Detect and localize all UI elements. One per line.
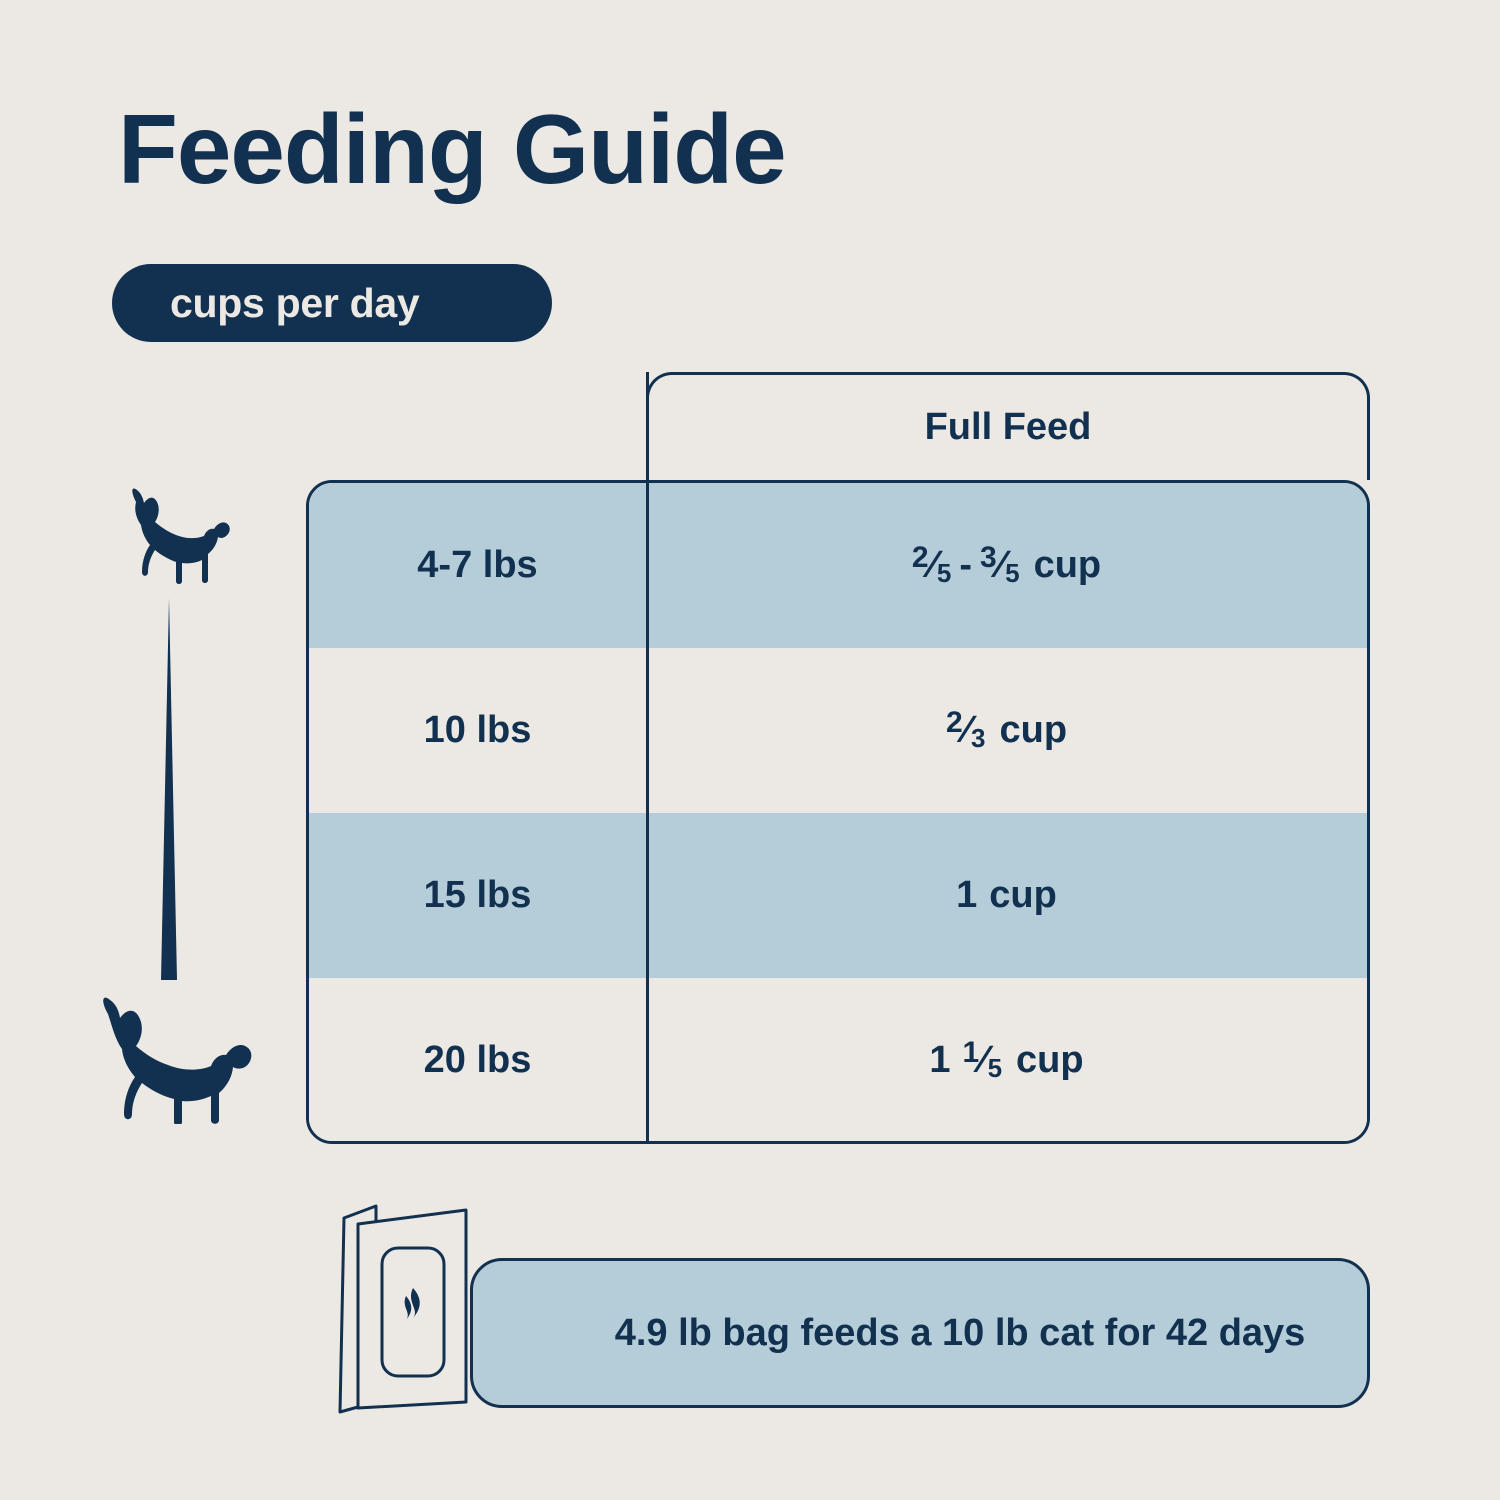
table-row — [309, 978, 1367, 1143]
amount-value — [956, 874, 1057, 917]
amount-unit: cup — [1033, 544, 1102, 586]
amount-unit: cup — [999, 709, 1068, 751]
cell-weight: 20 lbs — [423, 1039, 532, 1081]
denominator-2: 5 — [1005, 558, 1020, 588]
column-divider — [646, 483, 649, 1144]
amount-value: 1 1 ⁄ 5 cup — [929, 1035, 1084, 1083]
numerator: 1 — [962, 1035, 980, 1069]
page-title: Feeding Guide — [118, 94, 786, 204]
table-row — [309, 483, 1367, 648]
cat-silhouette-small-icon — [118, 484, 236, 596]
numerator: 2 — [945, 705, 963, 739]
amount-fraction: 2 ⁄ 5 - 3 ⁄ 5 cup — [911, 540, 1102, 588]
amount-fraction: 2 ⁄ 3 cup — [945, 705, 1068, 753]
bag-duration-banner — [470, 1258, 1370, 1408]
bag-duration-text: 4.9 lb bag feeds a 10 lb cat for 42 days — [614, 1311, 1306, 1354]
whole-number: 1 — [929, 1039, 951, 1081]
table-header-full-feed — [646, 372, 1370, 480]
cell-weight: 4-7 lbs — [417, 544, 538, 586]
table-body — [306, 480, 1370, 1144]
food-bag-icon — [306, 1196, 496, 1418]
whole-number: 1 — [956, 874, 978, 916]
full-feed-header-label: Full Feed — [924, 406, 1092, 448]
denominator: 3 — [971, 723, 986, 753]
denominator: 5 — [936, 558, 952, 588]
cell-amount — [646, 648, 1367, 813]
table-row — [309, 648, 1367, 813]
cups-per-day-label: cups per day — [170, 279, 420, 326]
size-scale-wedge-icon — [152, 598, 186, 980]
amount-unit: cup — [989, 874, 1057, 916]
cell-amount — [646, 483, 1367, 648]
denominator: 5 — [987, 1053, 1003, 1083]
numerator: 2 — [911, 540, 929, 574]
cat-silhouette-large-icon — [82, 992, 266, 1124]
numerator-2: 3 — [980, 540, 997, 574]
table-row — [309, 813, 1367, 978]
cell-weight: 15 lbs — [423, 874, 532, 916]
column-divider-top — [646, 372, 649, 480]
cups-per-day-pill — [112, 264, 552, 342]
amount-unit: cup — [1016, 1039, 1084, 1081]
cell-weight: 10 lbs — [423, 709, 532, 751]
cell-amount — [646, 813, 1367, 978]
cell-amount — [646, 978, 1367, 1143]
feeding-table — [306, 372, 1370, 1144]
